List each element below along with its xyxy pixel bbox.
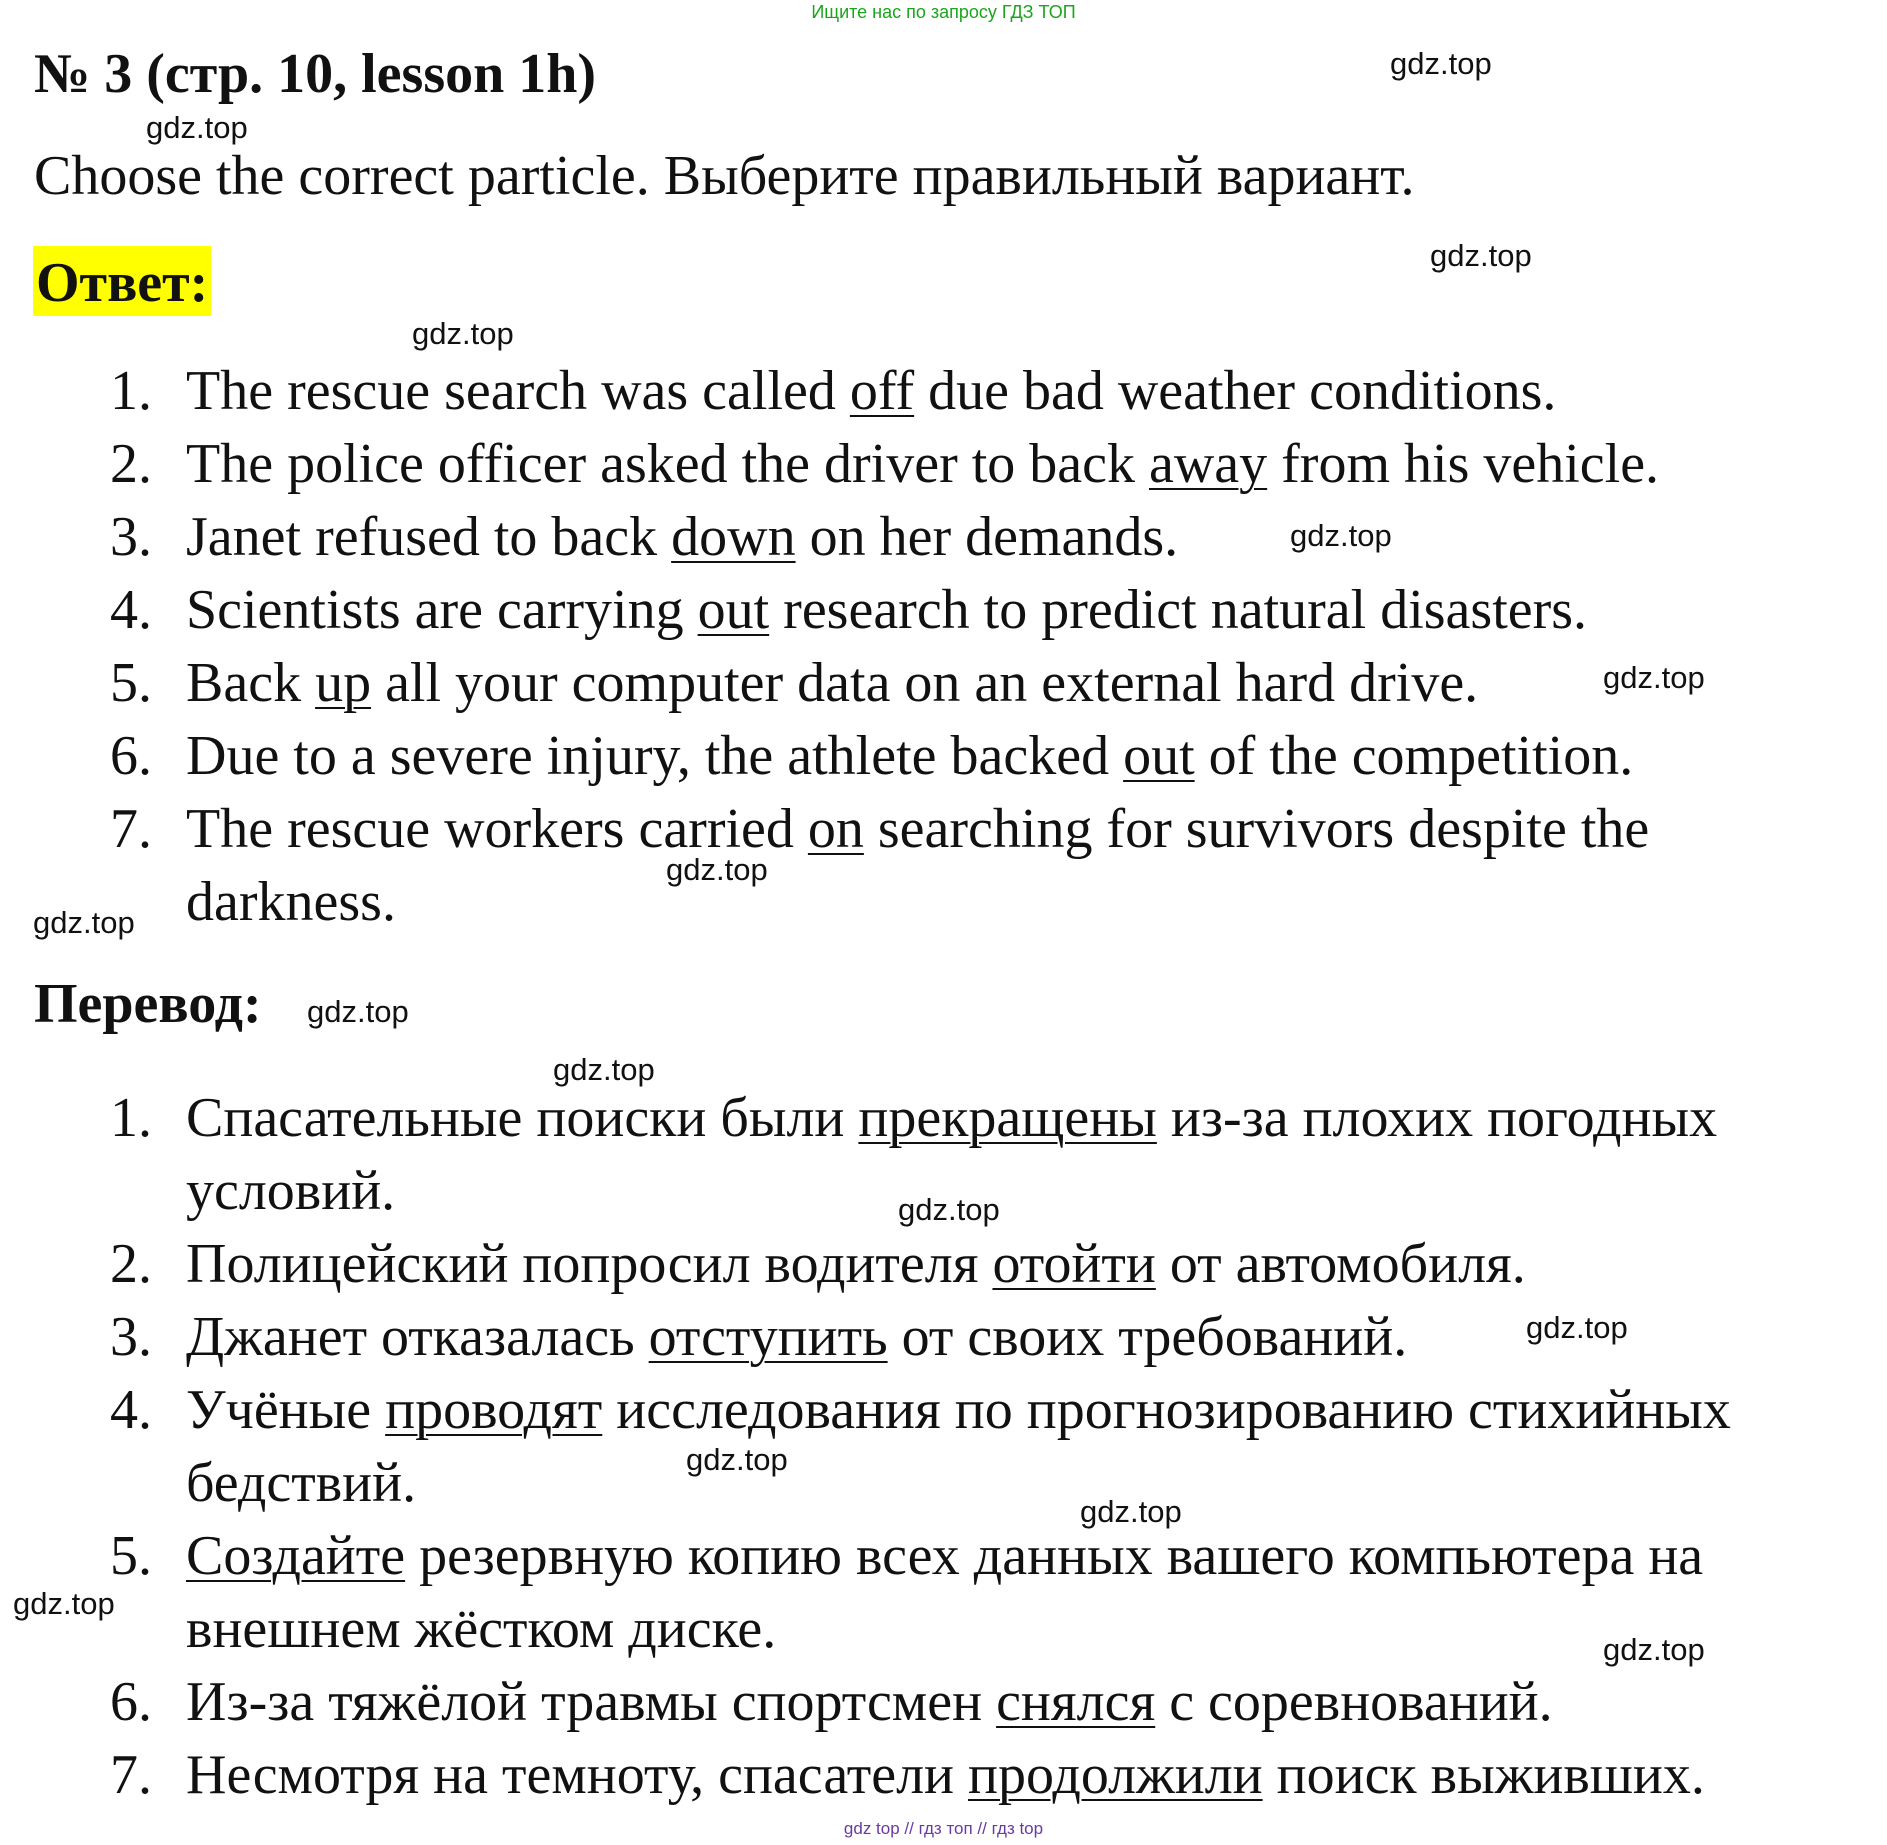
watermark: gdz.top: [1603, 1632, 1705, 1667]
translation-heading: Перевод:: [34, 973, 262, 1035]
item-number: 7.: [110, 798, 152, 860]
answer-text: of the competition.: [1194, 725, 1634, 787]
watermark: gdz.top: [1526, 1310, 1628, 1345]
translation-text: из-за плохих погодных условий.: [186, 1087, 1718, 1222]
translation-verb: Создайте: [186, 1525, 406, 1587]
translation-text: резервную копию всех данных вашего компьютера на внешнем жёстком диске.: [186, 1525, 1704, 1660]
answer-text: Janet refused to back: [186, 506, 672, 568]
answer-item: [0, 574, 1746, 647]
answer-text: The police officer asked the driver to back: [186, 433, 1149, 495]
watermark: gdz.top: [1603, 660, 1705, 695]
item-number: 2.: [110, 1233, 152, 1295]
watermark: gdz.top: [1430, 238, 1532, 273]
watermark: gdz.top: [1390, 46, 1492, 81]
item-number: 1.: [110, 1087, 152, 1149]
translation-text: Из-за тяжёлой травмы спортсмен: [186, 1671, 997, 1733]
item-number: 3.: [110, 506, 152, 568]
instruction-text: Choose the correct particle. Выберите правильный вариант.: [34, 145, 1415, 207]
answer-text: research to predict natural disasters.: [769, 579, 1588, 641]
item-number: 5.: [110, 652, 152, 714]
watermark: gdz.top: [1290, 518, 1392, 553]
answer-text: due bad weather conditions.: [914, 360, 1557, 422]
item-number: 2.: [110, 433, 152, 495]
translation-text: с соревнований.: [1155, 1671, 1553, 1733]
answer-text: on her demands.: [795, 506, 1179, 568]
answer-text: Back: [186, 652, 316, 714]
answer-text: The rescue search was called: [186, 360, 850, 422]
answer-text: searching for survivors despite the darkness.: [186, 798, 1650, 933]
answer-heading: Ответ:: [33, 246, 211, 316]
watermark: gdz.top: [898, 1192, 1000, 1227]
item-number: 4.: [110, 579, 152, 641]
translation-text: Спасательные поиски были: [186, 1087, 859, 1149]
translation-text: Полицейский попросил водителя: [186, 1233, 993, 1295]
answer-item: [0, 501, 1746, 574]
translation-verb: продолжили: [967, 1744, 1263, 1806]
translation-item: [0, 1520, 1846, 1666]
answer-item: [0, 793, 1746, 939]
translation-item: [0, 1374, 1846, 1520]
translation-text: от автомобиля.: [1155, 1233, 1526, 1295]
answer-text: from his vehicle.: [1267, 433, 1660, 495]
answer-item: [0, 647, 1746, 720]
translation-item: [0, 1228, 1846, 1301]
watermark: gdz.top: [553, 1052, 655, 1087]
item-number: 4.: [110, 1379, 152, 1441]
item-number: 6.: [110, 1671, 152, 1733]
item-number: 6.: [110, 725, 152, 787]
translation-verb: проводят: [385, 1379, 603, 1441]
watermark: gdz.top: [33, 905, 135, 940]
translation-verb: отойти: [992, 1233, 1156, 1295]
watermark: gdz.top: [686, 1442, 788, 1477]
translation-text: от своих требований.: [887, 1306, 1408, 1368]
item-number: 5.: [110, 1525, 152, 1587]
item-number: 1.: [110, 360, 152, 422]
answer-item: [0, 720, 1746, 793]
answers-list: [0, 355, 1860, 939]
translation-item: [0, 1666, 1846, 1739]
watermark: gdz.top: [13, 1586, 115, 1621]
translation-item: [0, 1739, 1846, 1812]
answer-text: Due to a severe injury, the athlete backed: [186, 725, 1124, 787]
translation-text: поиск выживших.: [1262, 1744, 1705, 1806]
answer-particle: away: [1149, 433, 1268, 495]
watermark: gdz.top: [666, 852, 768, 887]
answer-particle: up: [315, 652, 372, 714]
page-title: № 3 (стр. 10, lesson 1h): [34, 43, 597, 105]
watermark: gdz.top: [307, 994, 409, 1029]
translation-verb: отступить: [648, 1306, 888, 1368]
watermark: gdz.top: [1080, 1494, 1182, 1529]
footer-watermark: gdz top // гдз топ // гдз top: [843, 1819, 1044, 1838]
translation-text: Учёные: [186, 1379, 386, 1441]
top-banner: Ищите нас по запросу ГДЗ ТОП: [811, 2, 1076, 22]
item-number: 3.: [110, 1306, 152, 1368]
answer-text: The rescue workers carried: [186, 798, 808, 860]
answer-text: all your computer data on an external hard drive.: [371, 652, 1479, 714]
answer-particle: off: [849, 360, 915, 422]
answer-particle: out: [1123, 725, 1195, 787]
watermark: gdz.top: [412, 316, 514, 351]
answer-item: [0, 355, 1746, 428]
translation-text: исследования по прогнозированию стихийных бедствий.: [186, 1379, 1731, 1514]
answer-particle: on: [807, 798, 864, 860]
answer-text: Scientists are carrying: [186, 579, 698, 641]
item-number: 7.: [110, 1744, 152, 1806]
answer-particle: down: [671, 506, 796, 568]
translation-text: Джанет отказалась: [186, 1306, 649, 1368]
translation-text: Несмотря на темноту, спасатели: [186, 1744, 968, 1806]
watermark: gdz.top: [146, 110, 248, 145]
answer-item: [0, 428, 1746, 501]
translation-verb: снялся: [996, 1671, 1156, 1733]
answer-particle: out: [697, 579, 770, 641]
translation-verb: прекращены: [858, 1087, 1157, 1149]
